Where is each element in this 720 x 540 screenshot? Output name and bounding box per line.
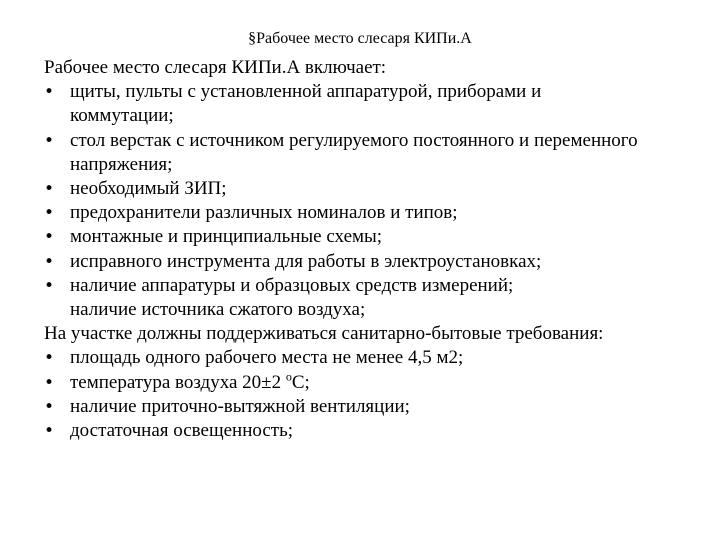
- slide-title: §Рабочее место слесаря КИПи.А: [248, 30, 472, 47]
- list-item-line: монтажные и принципиальные схемы;: [70, 226, 383, 248]
- bullet-icon: •: [44, 396, 55, 417]
- bullet-icon: •: [44, 251, 55, 272]
- list-item: [44, 395, 704, 419]
- slide-body: [44, 56, 704, 443]
- sanitary-paragraph: На участке должны поддерживаться санитарно-бытовые требования:: [44, 323, 604, 345]
- list-item-line: напряжения;: [70, 153, 173, 175]
- list-item: [44, 225, 704, 249]
- bullet-icon: •: [44, 348, 55, 369]
- list-item-line: стол верстак с источником регулируемого постоянного и переменного: [70, 129, 638, 151]
- bullet-icon: •: [44, 130, 55, 151]
- bullet-icon: •: [44, 421, 55, 442]
- bullet-icon: •: [44, 82, 55, 103]
- list-item-line: площадь одного рабочего места не менее 4,5 м2;: [70, 347, 464, 369]
- temperature-prefix: температура воздуха 20±2: [70, 371, 286, 393]
- temperature-suffix: С;: [291, 371, 310, 393]
- list-item-line: исправного инструмента для работы в электроустановках;: [70, 250, 542, 272]
- bullet-icon: •: [44, 372, 55, 393]
- list-item: [44, 201, 704, 225]
- list-item-line: достаточная освещенность;: [70, 420, 294, 442]
- list-item-line: наличие приточно-вытяжной вентиляции;: [70, 395, 410, 417]
- list-item: [44, 80, 704, 128]
- list-item: [44, 371, 704, 395]
- list-continuation: наличие источника сжатого воздуха;: [70, 299, 366, 321]
- sanitary-list: [44, 346, 704, 443]
- list-item-line: коммутации;: [70, 105, 174, 127]
- list-item: [44, 346, 704, 370]
- list-item-line: щиты, пульты с установленной аппаратурой, приборами и: [70, 81, 542, 103]
- bullet-icon: •: [44, 179, 55, 200]
- intro-paragraph: Рабочее место слесаря КИПи.А включает:: [44, 57, 387, 78]
- bullet-icon: •: [44, 227, 55, 248]
- list-item: [44, 250, 704, 274]
- list-item-line: необходимый ЗИП;: [70, 178, 227, 200]
- bullet-icon: •: [44, 275, 55, 296]
- list-item-line: предохранители различных номиналов и типов;: [70, 202, 458, 224]
- list-item: [44, 419, 704, 443]
- list-item: [44, 129, 704, 177]
- list-item: [44, 177, 704, 201]
- list-item-line: наличие аппаратуры и образцовых средств измерений;: [70, 274, 514, 296]
- equipment-list: [44, 80, 704, 322]
- list-item-line: [70, 371, 704, 395]
- degree-sign: о: [285, 369, 292, 384]
- list-item: [44, 274, 704, 298]
- bullet-icon: •: [44, 203, 55, 224]
